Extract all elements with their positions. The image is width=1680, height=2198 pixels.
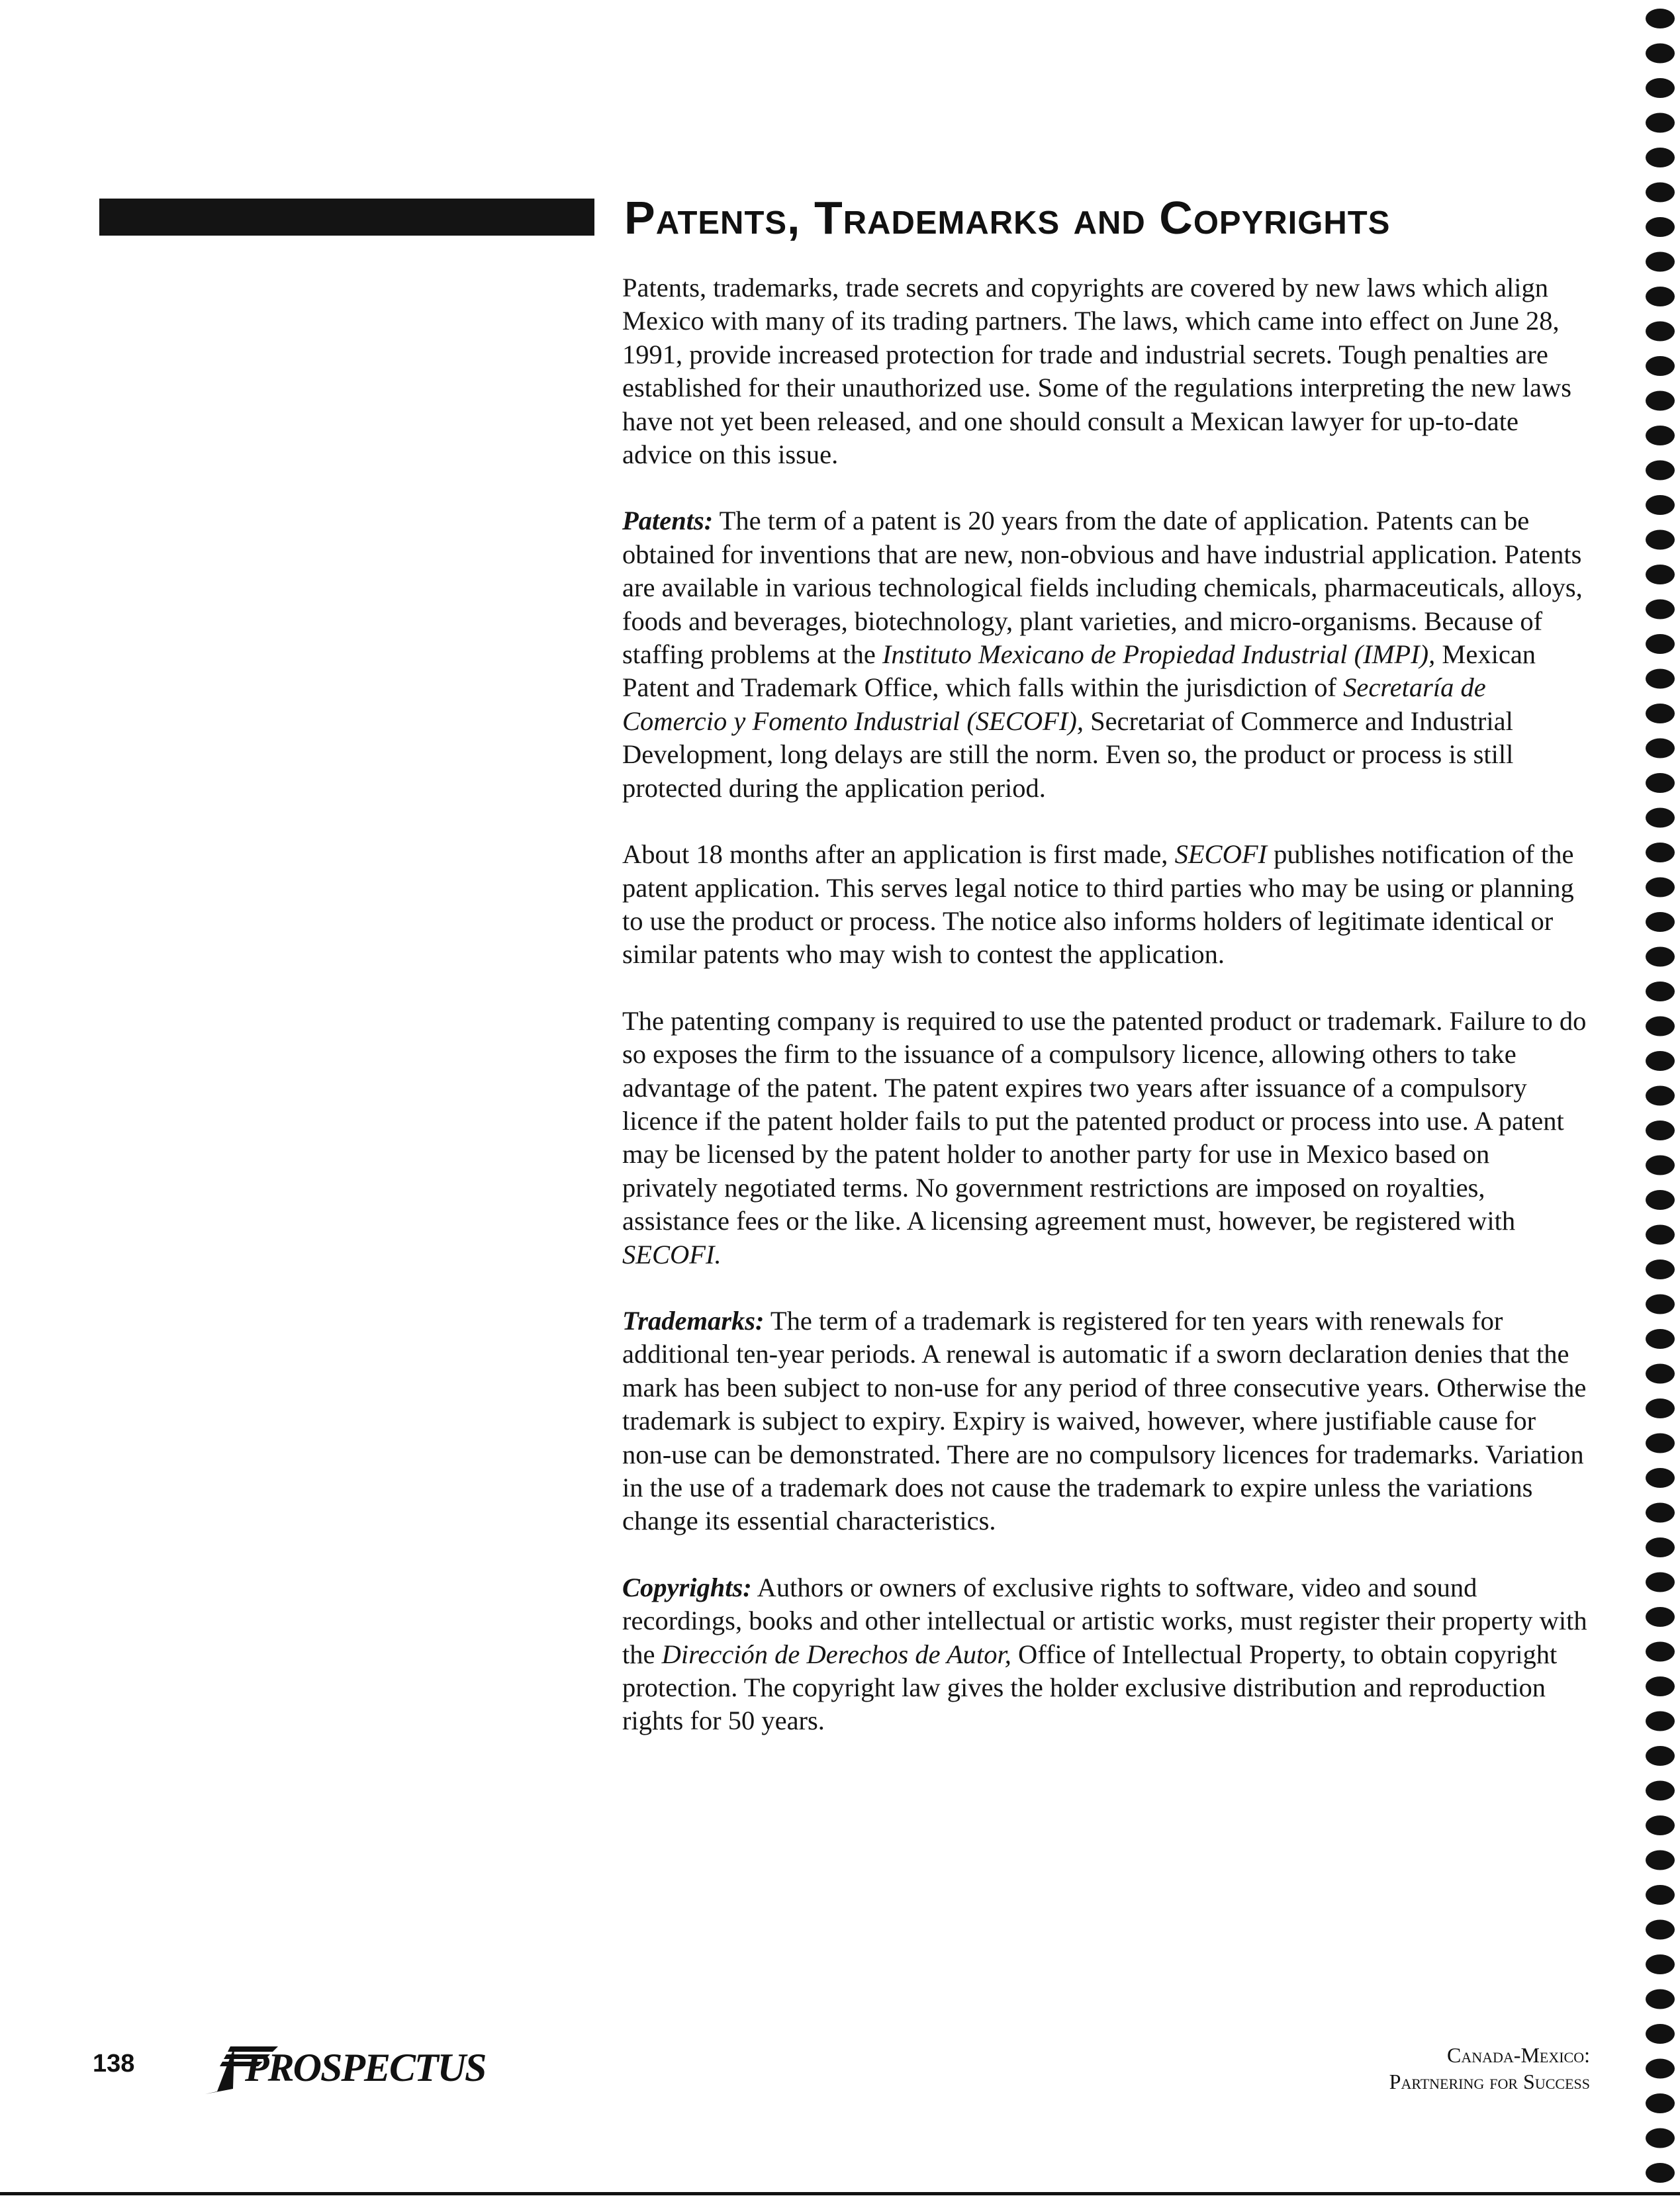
page-title: Patents, Trademarks and Copyrights bbox=[624, 192, 1391, 244]
binding-hole bbox=[1646, 1607, 1675, 1627]
binding-hole bbox=[1646, 426, 1675, 445]
trademarks-text: The term of a trademark is registered for ten years with renewals for additional ten-year periods. A renewal is automatic if a sworn declaration denies that the mark has been subject to non-use for any period of three consecutive years. Otherwise the trademark is subject to expiry. Expiry is waived, however, where justifiable cause for non-use can be demonstrated. There are no compulsory licences for trademarks. Variation in the use of a trademark does not cause the trademark to expire unless the variations change its essential characteristics. bbox=[622, 1305, 1587, 1536]
binding-hole bbox=[1646, 1746, 1675, 1766]
binding-hole bbox=[1646, 1503, 1675, 1523]
patents-text-3: Secretariat of Commerce and Industrial Development, long delays are still the norm. Even so, the product or process is still protected during the application period. bbox=[622, 706, 1514, 803]
binding-hole bbox=[1646, 1537, 1675, 1557]
binding-hole bbox=[1646, 1086, 1675, 1106]
article-body bbox=[622, 271, 1589, 1771]
footer-series-title bbox=[1389, 2042, 1590, 2095]
binding-hole bbox=[1646, 9, 1675, 28]
secofi-name: Secretaría de Comercio y Fomento Industrial (SECOFI), bbox=[622, 672, 1486, 736]
binding-hole bbox=[1646, 1364, 1675, 1384]
binding-hole bbox=[1646, 287, 1675, 306]
binding-hole bbox=[1646, 322, 1675, 342]
binding-hole bbox=[1646, 565, 1675, 584]
binding-hole bbox=[1646, 1121, 1675, 1140]
trademarks-heading: Trademarks: bbox=[622, 1305, 765, 1336]
binding-hole bbox=[1646, 1954, 1675, 1974]
patents-text-1: The term of a patent is 20 years from the date of application. Patents can be obtained for inventions that are new, non-obvious and have industrial application. Patents are available in various technological fields including chemicals, pharmaceuticals, alloys, foods and beverages, biotechnology, plant varieties, and micro-organisms. Because of staffing problems at the bbox=[622, 506, 1583, 670]
title-bar-decoration bbox=[99, 199, 594, 236]
binding-hole bbox=[1646, 78, 1675, 98]
impi-name: Instituto Mexicano de Propiedad Industrial (IMPI), bbox=[882, 639, 1436, 670]
binding-hole bbox=[1646, 252, 1675, 272]
binding-hole bbox=[1646, 600, 1675, 619]
binding-hole bbox=[1646, 2163, 1675, 2183]
licensing-secofi: SECOFI. bbox=[622, 1239, 722, 1269]
licensing-paragraph bbox=[622, 1005, 1589, 1271]
binding-hole bbox=[1646, 2129, 1675, 2148]
copyrights-paragraph bbox=[622, 1571, 1589, 1738]
binding-hole bbox=[1646, 1295, 1675, 1314]
binding-hole bbox=[1646, 947, 1675, 967]
binding-hole bbox=[1646, 1885, 1675, 1905]
binding-hole bbox=[1646, 912, 1675, 932]
binding-hole bbox=[1646, 461, 1675, 481]
binding-hole bbox=[1646, 44, 1675, 64]
binding-hole bbox=[1646, 1676, 1675, 1696]
binding-hole bbox=[1646, 391, 1675, 411]
binding-hole bbox=[1646, 217, 1675, 237]
bottom-edge-rule bbox=[0, 2192, 1680, 2195]
binding-hole bbox=[1646, 1051, 1675, 1071]
footer-line-1: Canada-Mexico: bbox=[1447, 2043, 1590, 2067]
binding-hole bbox=[1646, 495, 1675, 515]
binding-hole bbox=[1646, 1573, 1675, 1592]
footer-line-2: Partnering for Success bbox=[1389, 2070, 1590, 2093]
binding-hole bbox=[1646, 773, 1675, 793]
binding-hole bbox=[1646, 1712, 1675, 1731]
page-number: 138 bbox=[93, 2050, 135, 2078]
binding-hole bbox=[1646, 1851, 1675, 1870]
binding-hole bbox=[1646, 634, 1675, 654]
binding-hole bbox=[1646, 1920, 1675, 1940]
binding-hole bbox=[1646, 113, 1675, 133]
copyrights-text-1: Authors or owners of exclusive rights to software, video and sound recordings, books and other intellectual or artistic works, must register their property with the bbox=[622, 1572, 1587, 1669]
logo-wordmark: PROSPECTUS bbox=[245, 2046, 486, 2089]
licensing-text-1: The patenting company is required to use the patented product or trademark. Failure to do so exposes the firm to the issuance of a compulsory licence, allowing others to take advantage of the patent. The patent expires two years after issuance of a compulsory licence if the patent holder fails to put the patented product or process into use. A patent may be licensed by the patent holder to another party for use in Mexico based on privately negotiated terms. No government restrictions are imposed on royalties, assistance fees or the like. A licensing agreement must, however, be registered with bbox=[622, 1005, 1587, 1236]
binding-hole bbox=[1646, 1017, 1675, 1036]
notification-text-2: publishes notification of the patent application. This serves legal notice to third parties who may be using or planning to use the product or process. The notice also informs holders of legitimate identical or similar patents who may wish to contest the application. bbox=[622, 839, 1574, 970]
patents-text-2: Mexican Patent and Trademark Office, which falls within the jurisdiction of bbox=[622, 639, 1536, 703]
binding-hole bbox=[1646, 2024, 1675, 2044]
binding-hole bbox=[1646, 1468, 1675, 1488]
patents-paragraph bbox=[622, 504, 1589, 805]
binding-hole bbox=[1646, 148, 1675, 167]
binding-hole bbox=[1646, 1259, 1675, 1279]
binding-hole bbox=[1646, 843, 1675, 862]
binding-hole bbox=[1646, 2093, 1675, 2113]
copyright-office-name: Dirección de Derechos de Autor, bbox=[661, 1639, 1011, 1669]
binding-hole bbox=[1646, 1225, 1675, 1245]
binding-hole bbox=[1646, 1642, 1675, 1662]
binding-hole bbox=[1646, 739, 1675, 758]
binding-hole bbox=[1646, 669, 1675, 689]
binding-hole bbox=[1646, 2059, 1675, 2079]
binding-hole bbox=[1646, 1156, 1675, 1175]
intro-paragraph: Patents, trademarks, trade secrets and copyrights are covered by new laws which align Mexico with many of its trading partners. The laws, which came into effect on June 28, 1991, provide increased protection for trade and industrial secrets. Tough penalties are established for their unauthorized use. Some of the regulations interpreting the new laws have not yet been released, and one should consult a Mexican lawyer for up-to-date advice on this issue. bbox=[622, 273, 1571, 470]
binding-hole bbox=[1646, 1434, 1675, 1453]
notification-paragraph bbox=[622, 838, 1589, 972]
binding-hole bbox=[1646, 1329, 1675, 1349]
binding-hole bbox=[1646, 704, 1675, 723]
copyrights-heading: Copyrights: bbox=[622, 1572, 752, 1602]
binding-hole bbox=[1646, 1190, 1675, 1210]
binding-hole bbox=[1646, 808, 1675, 828]
binding-hole bbox=[1646, 878, 1675, 897]
publisher-logo bbox=[199, 2032, 486, 2098]
copyrights-text-2: Office of Intellectual Property, to obtain copyright protection. The copyright law gives the holder exclusive distribution and reproduction rights for 50 years. bbox=[622, 1639, 1558, 1736]
binding-hole bbox=[1646, 183, 1675, 203]
binding-hole bbox=[1646, 1990, 1675, 2009]
notification-secofi: SECOFI bbox=[1174, 839, 1268, 870]
binding-hole bbox=[1646, 982, 1675, 1001]
binding-hole bbox=[1646, 1815, 1675, 1835]
binding-hole bbox=[1646, 356, 1675, 376]
binding-hole bbox=[1646, 530, 1675, 550]
spiral-binding-icon bbox=[1634, 0, 1680, 2198]
trademarks-paragraph bbox=[622, 1305, 1589, 1538]
binding-hole bbox=[1646, 1781, 1675, 1801]
notification-text-1: About 18 months after an application is first made, bbox=[622, 839, 1175, 870]
binding-hole bbox=[1646, 1398, 1675, 1418]
patents-heading: Patents: bbox=[622, 506, 714, 536]
